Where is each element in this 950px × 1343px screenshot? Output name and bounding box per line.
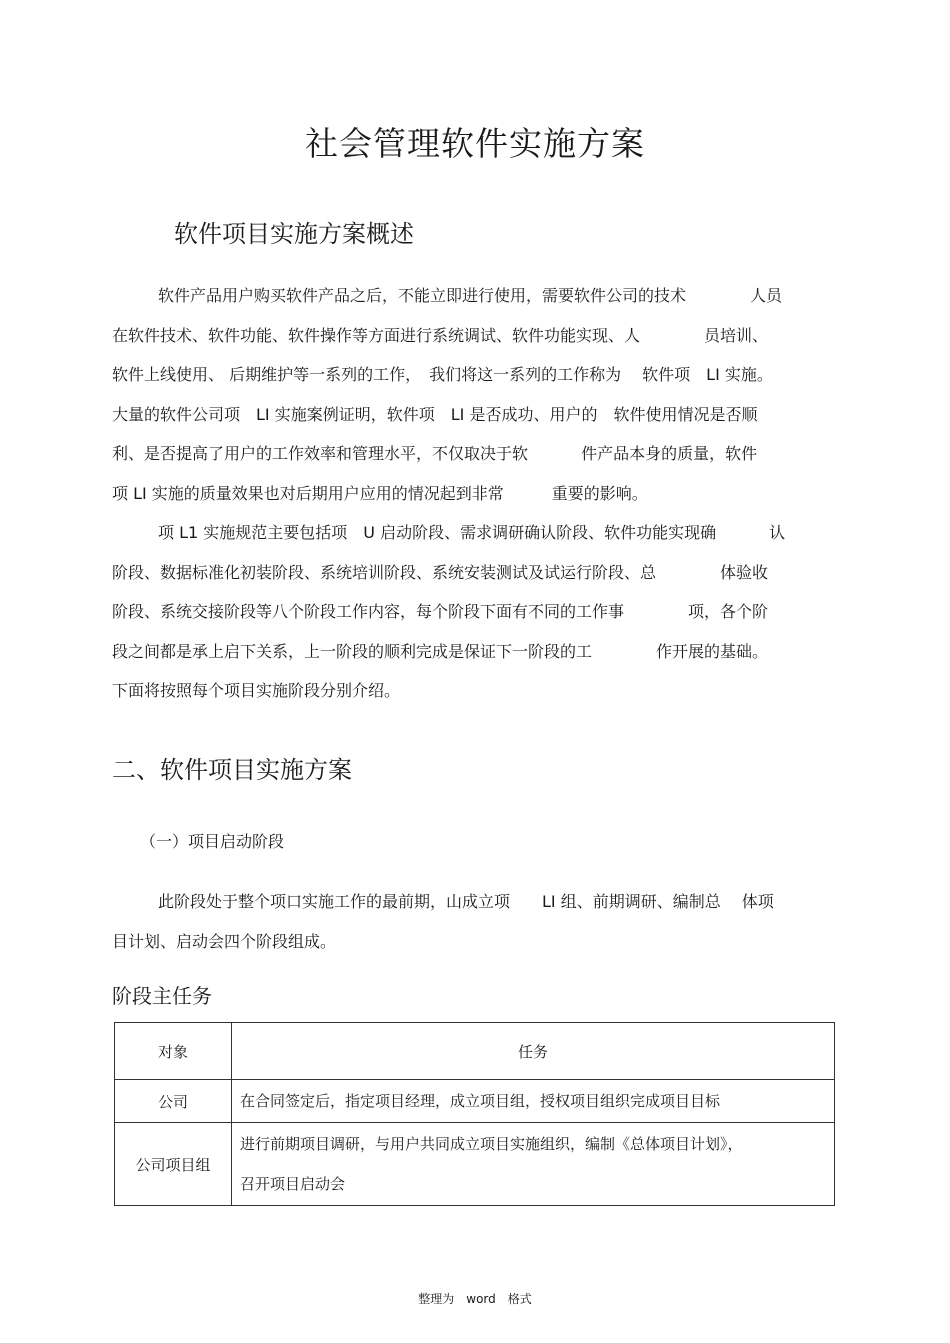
task-line: 在合同签定后，指定项目经理，成立项目组，授权项目组织完成项目目标 xyxy=(240,1092,721,1110)
paragraph-line: 项 L1 实施规范主要包括项 U 启动阶段、需求调研确认阶段、软件功能实现确 认 xyxy=(158,523,786,542)
header-object: 对象 xyxy=(115,1023,232,1080)
document-title: 社会管理软件实施方案 xyxy=(305,124,645,163)
paragraph-line: 目计划、启动会四个阶段组成。 xyxy=(112,931,337,951)
paragraph-line: 阶段、数据标准化初装阶段、系统培训阶段、系统安装测试及试运行阶段、总 体验收 xyxy=(112,562,769,582)
subsection-1-heading: （一）项目启动阶段 xyxy=(140,832,285,851)
row-task xyxy=(232,1123,835,1206)
row-task xyxy=(232,1080,835,1123)
paragraph-line: 项 LI 实施的质量效果也对后期用户应用的情况起到非常 重要的影响。 xyxy=(112,483,648,503)
table-heading: 阶段主任务 xyxy=(112,984,212,1008)
paragraph-line: 阶段、系统交接阶段等八个阶段工作内容，每个阶段下面有不同的工作事 项，各个阶 xyxy=(112,602,769,621)
task-line: 召开项目启动会 xyxy=(240,1175,346,1193)
paragraph-line: 在软件技术、软件功能、软件操作等方面进行系统调试、软件功能实现、人 员培训、 xyxy=(112,325,769,345)
table-row xyxy=(115,1123,835,1206)
paragraph-line: 利、是否提高了用户的工作效率和管理水平，不仅取决于软 件产品本身的质量，软件 xyxy=(112,444,758,463)
task-line: 进行前期项目调研，与用户共同成立项目实施组织，编制《总体项目计划》， xyxy=(240,1135,743,1153)
paragraph-line: 下面将按照每个项目实施阶段分别介绍。 xyxy=(112,681,401,700)
section-2-heading: 二、软件项目实施方案 xyxy=(112,756,352,784)
paragraph-line: 此阶段处于整个项口实施工作的最前期，山成立项 LI 组、前期调研、编制总 体项 xyxy=(158,892,774,911)
paragraph-line: 大量的软件公司项 LI 实施案例证明，软件项 LI 是否成功、用户的 软件使用情况是否顺 xyxy=(112,404,758,424)
task-table xyxy=(114,1022,835,1206)
paragraph-line: 段之间都是承上启下关系，上一阶段的顺利完成是保证下一阶段的工 作开展的基础。 xyxy=(112,641,769,661)
row-object: 公司 xyxy=(115,1080,232,1123)
table-row xyxy=(115,1080,835,1123)
header-task: 任务 xyxy=(232,1023,835,1080)
paragraph-line: 软件产品用户购买软件产品之后，不能立即进行使用，需要软件公司的技术 人员 xyxy=(158,286,783,305)
row-object: 公司项目组 xyxy=(115,1123,232,1206)
page-footer: 整理为 word 格式 xyxy=(418,1292,532,1306)
overview-paragraph-2 xyxy=(112,513,836,711)
overview-heading: 软件项目实施方案概述 xyxy=(174,220,414,248)
subsection-1-paragraph xyxy=(112,882,836,961)
paragraph-line: 软件上线使用、 后期维护等一系列的工作， 我们将这一系列的工作称为 软件项 LI 实施。 xyxy=(112,365,773,384)
overview-paragraph-1 xyxy=(112,276,836,513)
table-header-row xyxy=(115,1023,835,1080)
